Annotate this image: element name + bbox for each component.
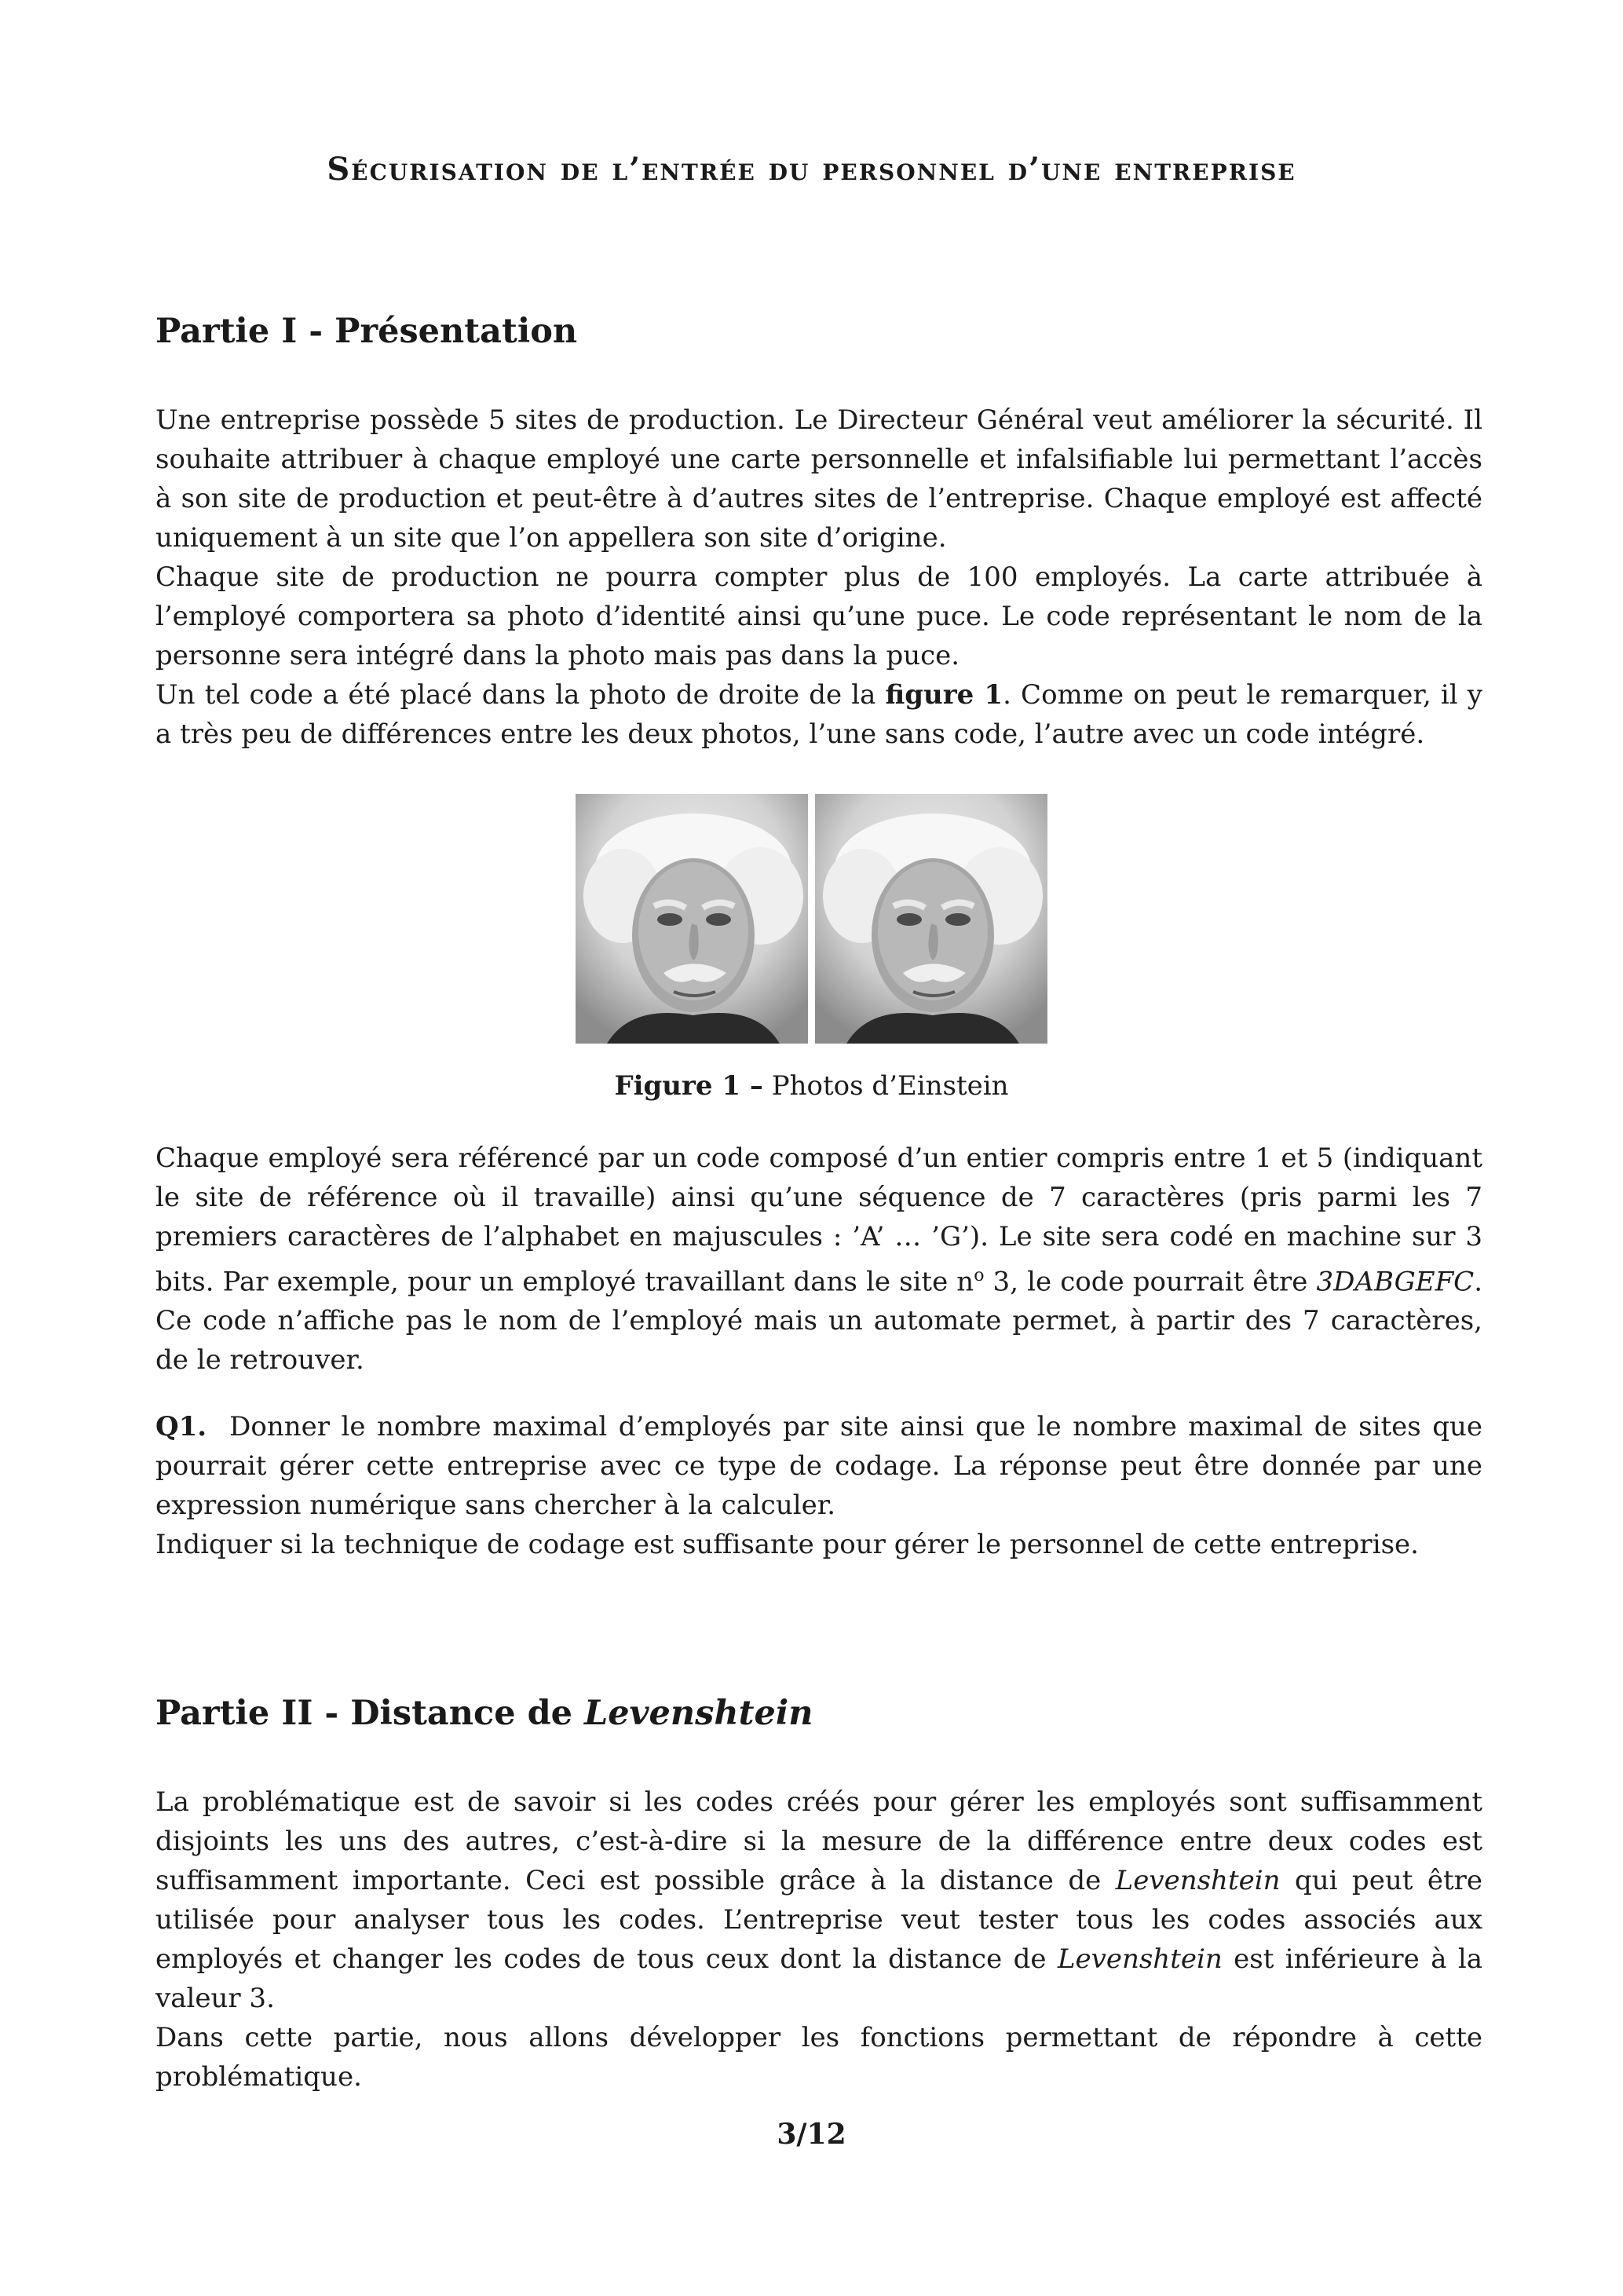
part1-body-2 bbox=[155, 1139, 1482, 1380]
part1-body bbox=[155, 400, 1482, 754]
part2-paragraph-2: Dans cette partie, nous allons développer les fonctions permettant de répondre à cette problématique. bbox=[155, 2022, 1482, 2093]
part1-paragraph-3 bbox=[155, 675, 1482, 754]
einstein-photo-left bbox=[576, 794, 808, 1044]
part2-heading-text: Partie II - Distance de bbox=[155, 1694, 584, 1733]
superscript-o: o bbox=[974, 1266, 985, 1285]
paragraph-4-text-mid: 3, le code pourrait être bbox=[984, 1266, 1317, 1298]
photo-pair bbox=[576, 794, 1047, 1044]
q1-paragraph bbox=[155, 1407, 1482, 1525]
part1-paragraph-1: Une entreprise possède 5 sites de production. Le Directeur Général veut améliorer la sécurité. Il souhaite attribuer à chaque employé une carte personnelle et infalsifiable lui permettant l’accès à son site de production et peut-être à d’autres sites de l’entreprise. Chaque employé est affecté uniquement à un site que l’on appellera son site d’origine. bbox=[155, 404, 1482, 554]
page-number: 3/12 bbox=[777, 2118, 846, 2151]
part1-heading: Partie I - Présentation bbox=[155, 312, 578, 351]
figure-label: Figure 1 – bbox=[614, 1070, 763, 1102]
paragraph-4-text: Chaque employé sera référencé par un code composé d’un entier compris entre 1 et 5 (indiquant le site de référence où il travaille) ainsi qu’une séquence de 7 caractères (pris parmi les 7 premiers caractères de l’alphabet en majuscules : ’A’ … ’G’). Le site sera codé en machine sur 3 bits. Par exemple, pour un employé travaillant dans le site n bbox=[155, 1143, 1482, 1298]
part1-paragraph-2: Chaque site de production ne pourra compter plus de 100 employés. La carte attribuée à l’employé comportera sa photo d’identité ainsi qu’une puce. Le code représentant le nom de la personne sera intégré dans la photo mais pas dans la puce. bbox=[155, 561, 1482, 671]
part2-heading-italic: Levenshtein bbox=[583, 1694, 813, 1733]
paragraph-4-text-end: . Ce code n’affiche pas le nom de l’employé mais un automate permet, à partir des 7 caractères, de le retrouver. bbox=[155, 1266, 1482, 1377]
p1-text-c: est inférieure à la valeur 3. bbox=[155, 1943, 1483, 2014]
part2-heading bbox=[155, 1694, 1482, 1733]
part2-paragraph-1 bbox=[155, 1782, 1482, 2018]
part1-paragraph-4 bbox=[155, 1139, 1482, 1380]
question-1 bbox=[155, 1407, 1482, 1564]
q1-text: Donner le nombre maximal d’employés par site ainsi que le nombre maximal de sites que pourrait gérer cette entreprise avec ce type de codage. La réponse peut être donnée par une expression numérique sans chercher à la calculer. bbox=[155, 1411, 1482, 1521]
p1-text-b: qui peut être utilisée pour analyser tous les codes. L’entreprise veut tester tous les codes associés aux employés et changer les codes de tous ceux dont la distance de bbox=[155, 1865, 1482, 1975]
figure-caption bbox=[0, 1070, 1623, 1102]
levenshtein-term-1: Levenshtein bbox=[1115, 1865, 1281, 1896]
einstein-photo-right bbox=[815, 794, 1047, 1044]
figure-1 bbox=[0, 794, 1623, 1102]
p1-text-a: La problématique est de savoir si les codes créés pour gérer les employés sont suffisamment disjoints les uns des autres, c’est-à-dire si la mesure de la différence entre deux codes est suffisamment importante. Ceci est possible grâce à la distance de bbox=[155, 1786, 1482, 1896]
q1-paragraph-2: Indiquer si la technique de codage est suffisante pour gérer le personnel de cette entreprise. bbox=[155, 1529, 1419, 1560]
part2-body bbox=[155, 1782, 1482, 2097]
example-code: 3DABGEFC bbox=[1316, 1266, 1475, 1298]
q1-label: Q1. bbox=[155, 1411, 207, 1442]
paragraph-3-text: Un tel code a été placé dans la photo de droite de la bbox=[155, 679, 886, 711]
paragraph-3-text-end: . Comme on peut le remarquer, il y a très peu de différences entre les deux photos, l’une sans code, l’autre avec un code intégré. bbox=[155, 679, 1482, 750]
document-title: Sécurisation de l’entrée du personnel d’une entreprise bbox=[327, 151, 1296, 188]
part1-section bbox=[155, 312, 1482, 351]
levenshtein-term-2: Levenshtein bbox=[1057, 1943, 1223, 1975]
figure-caption-text: Photos d’Einstein bbox=[771, 1070, 1009, 1102]
figure-reference: figure 1 bbox=[885, 679, 1003, 711]
part2-section bbox=[155, 1694, 1482, 1733]
